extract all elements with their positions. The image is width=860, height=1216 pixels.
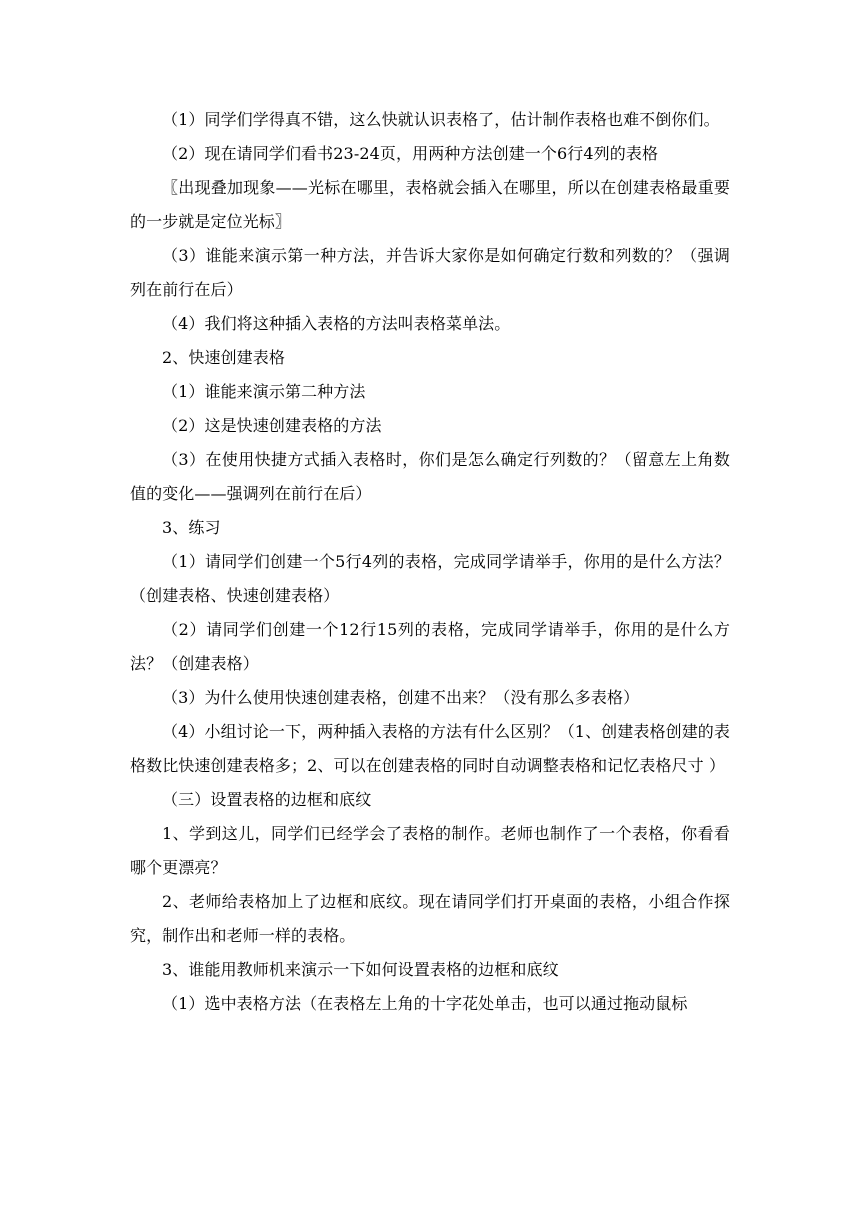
paragraph-17: 2、老师给表格加上了边框和底纹。现在请同学们打开桌面的表格，小组合作探究，制作出和老师一样的表格。 <box>130 892 730 945</box>
paragraph-3: 〖出现叠加现象——光标在哪里，表格就会插入在哪里，所以在创建表格最重要的一步就是定位光标〗 <box>130 178 730 231</box>
paragraph-11: （1）请同学们创建一个5行4列的表格，完成同学请举手，你用的是什么方法？（创建表格、快速创建表格） <box>130 552 730 605</box>
paragraph-1: （1）同学们学得真不错，这么快就认识表格了，估计制作表格也难不倒你们。 <box>162 110 720 129</box>
paragraph-16: 1、学到这儿，同学们已经学会了表格的制作。老师也制作了一个表格，你看看哪个更漂亮？ <box>130 824 730 877</box>
paragraph-5: （4）我们将这种插入表格的方法叫表格菜单法。 <box>162 314 511 333</box>
paragraph-14: （4）小组讨论一下，两种插入表格的方法有什么区别？（1、创建表格创建的表格数比快速创建表格多；2、可以在创建表格的同时自动调整表格和记忆表格尺寸 ） <box>130 722 730 775</box>
paragraph-8: （2）这是快速创建表格的方法 <box>162 416 382 435</box>
section-heading-quick-create: 2、快速创建表格 <box>162 348 285 367</box>
paragraph-12: （2）请同学们创建一个12行15列的表格，完成同学请举手，你用的是什么方法？（创建表格） <box>130 620 730 673</box>
section-heading-practice: 3、练习 <box>162 518 221 537</box>
paragraph-2: （2）现在请同学们看书23-24页，用两种方法创建一个6行4列的表格 <box>162 144 659 163</box>
document-page <box>130 103 730 1021</box>
section-heading-borders: （三）设置表格的边框和底纹 <box>162 790 372 809</box>
paragraph-7: （1）谁能来演示第二种方法 <box>162 382 366 401</box>
paragraph-18: 3、谁能用教师机来演示一下如何设置表格的边框和底纹 <box>162 960 559 979</box>
paragraph-13: （3）为什么使用快速创建表格，创建不出来？（没有那么多表格） <box>162 688 640 707</box>
paragraph-9: （3）在使用快捷方式插入表格时，你们是怎么确定行列数的？（留意左上角数值的变化——强调列在前行在后） <box>130 450 730 503</box>
paragraph-19: （1）选中表格方法（在表格左上角的十字花处单击，也可以通过拖动鼠标 <box>162 994 688 1013</box>
paragraph-4: （3）谁能来演示第一种方法，并告诉大家你是如何确定行数和列数的？（强调列在前行在后） <box>130 246 730 299</box>
